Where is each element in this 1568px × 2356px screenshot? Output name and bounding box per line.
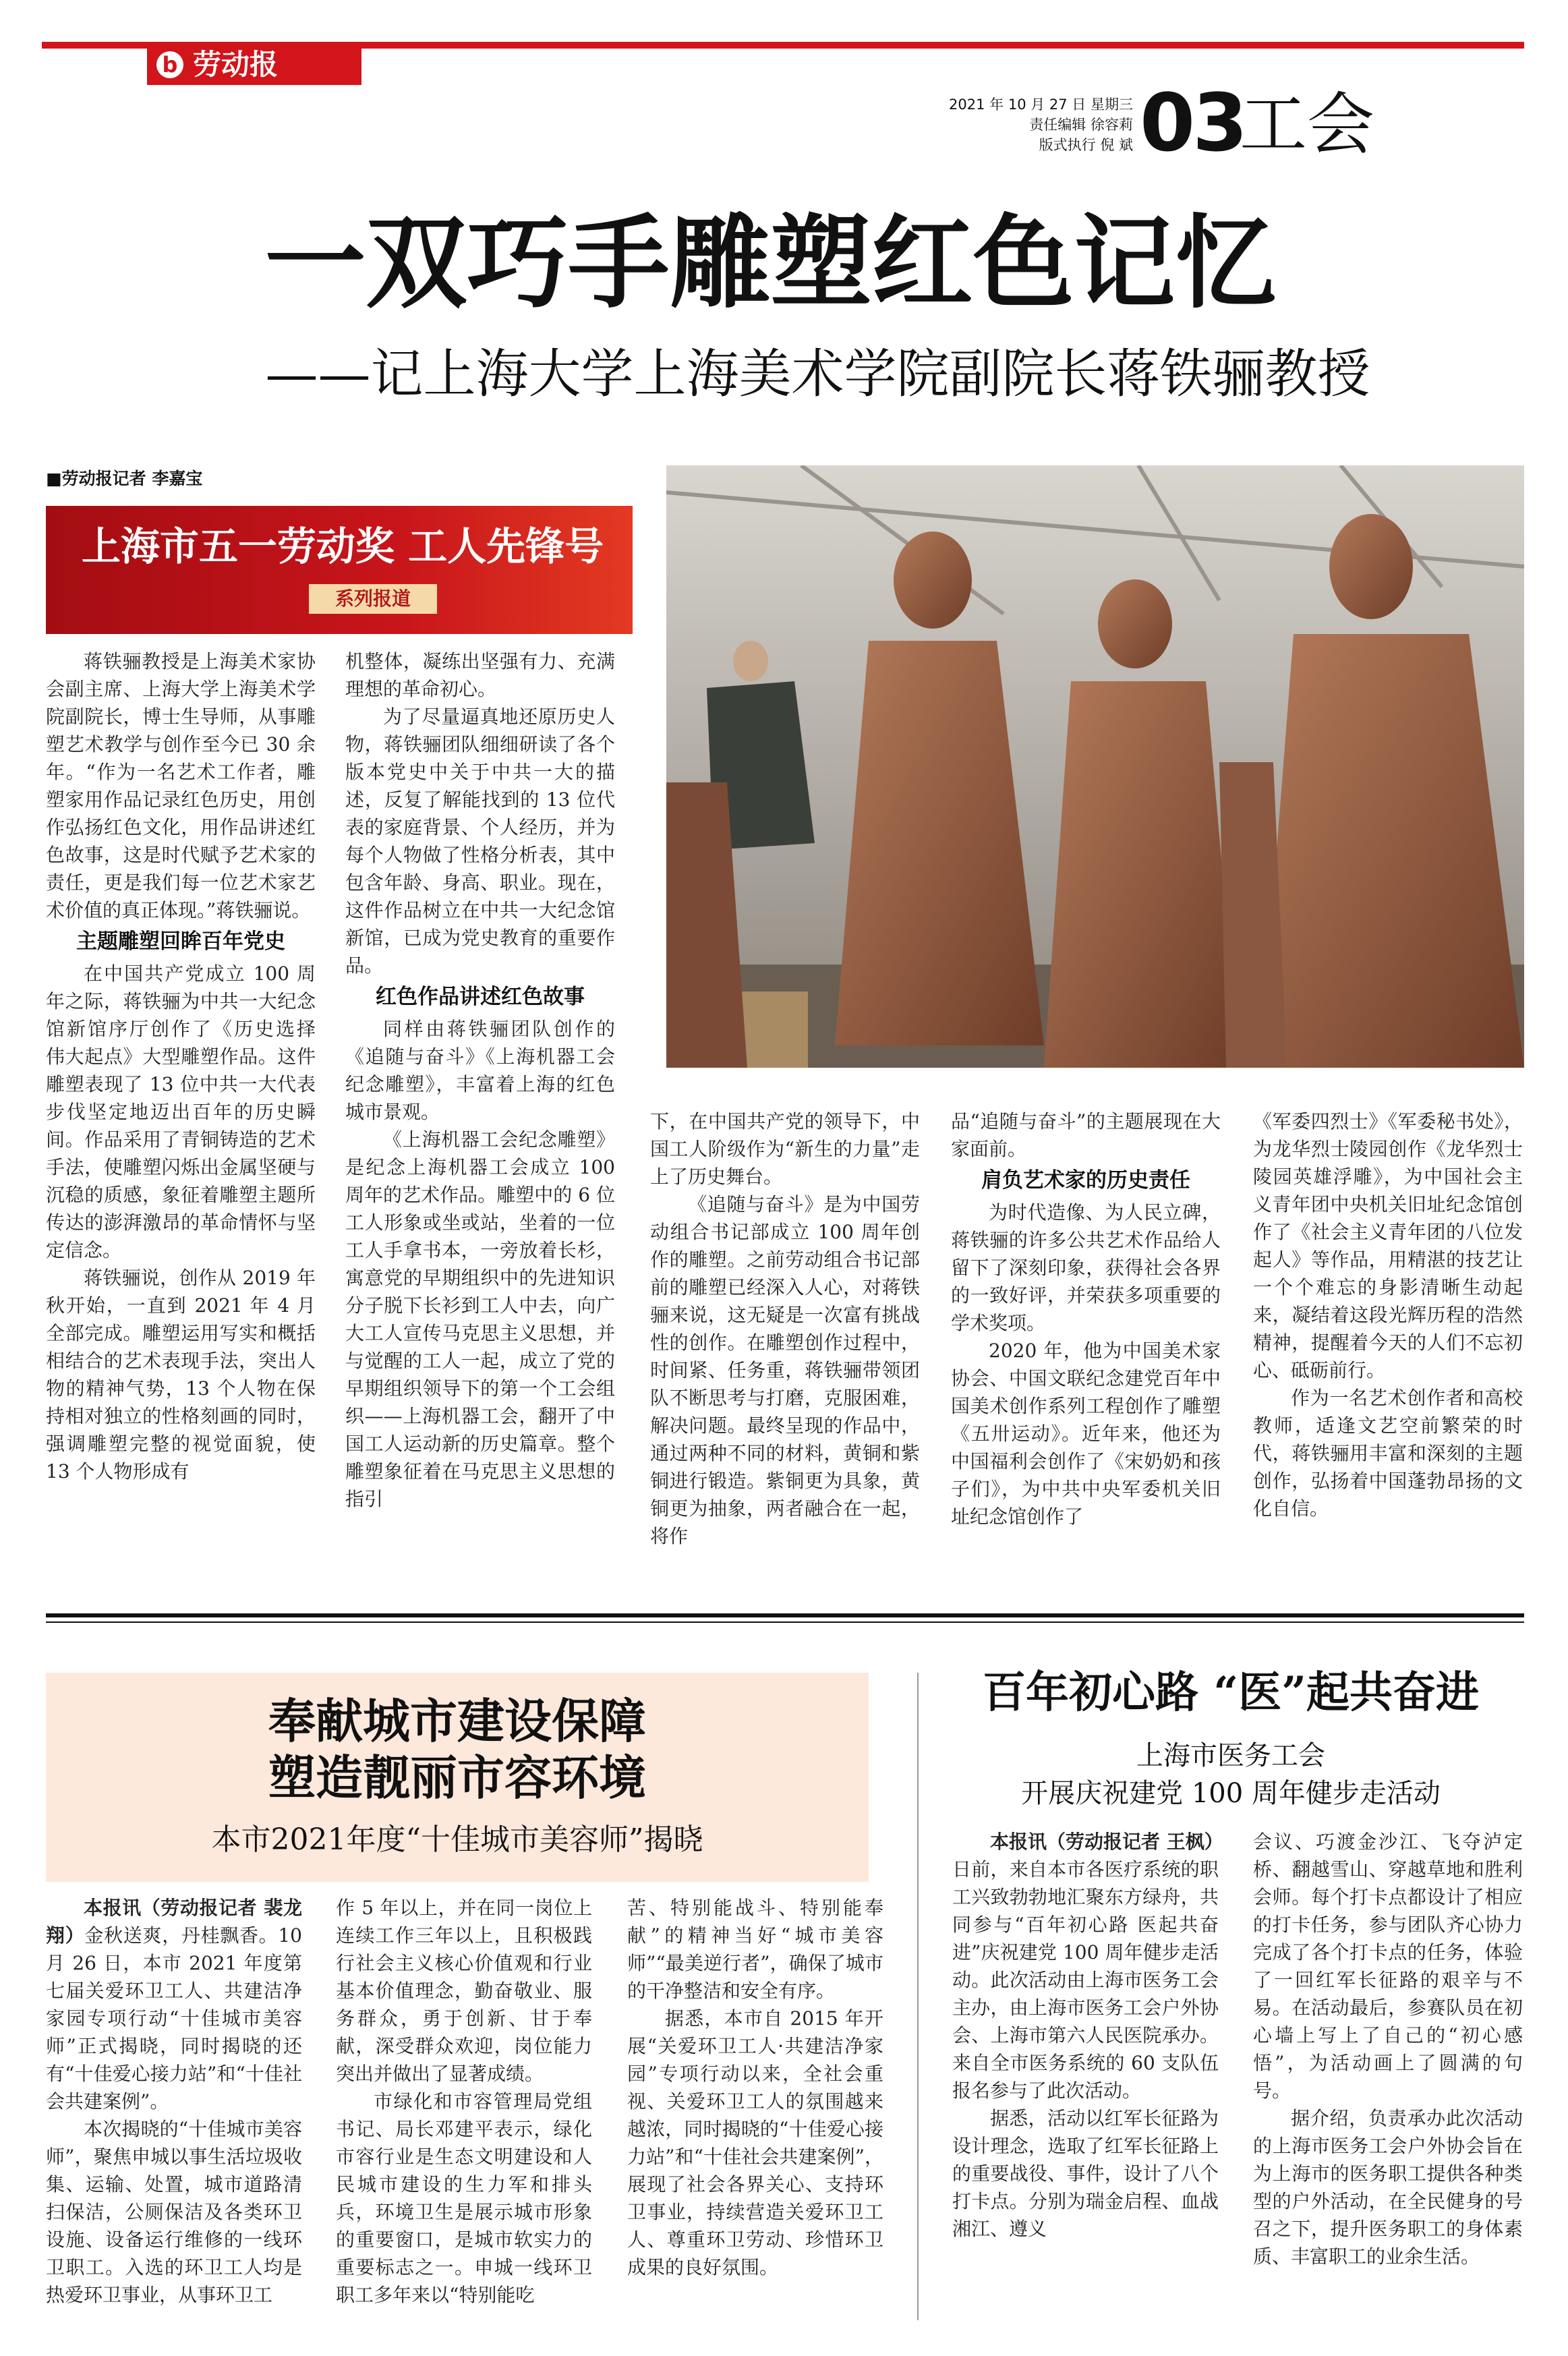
title-line: 奉献城市建设保障 bbox=[268, 1693, 646, 1749]
article1-column-1 bbox=[46, 648, 316, 1485]
paragraph: 《追随与奋斗》是为中国劳动组合书记部成立 100 周年创作的雕塑。之前劳动组合书记部前的雕塑已经深入人心，对蒋铁骊来说，这无疑是一次富有挑战性的创作。在雕塑创作过程中，时间紧、任务重，蒋铁骊带领团队不断思考与打磨，克服困难，解决问题。最终呈现的作品中，通过两种不同的材料，黄铜和紫铜进行锻造。紫铜更为具象，黄铜更为抽象，两者融合在一起，将作 bbox=[650, 1193, 920, 1547]
section-name: 工会 bbox=[1240, 85, 1374, 164]
article1-byline: ■劳动报记者 李嘉宝 bbox=[46, 469, 203, 488]
paragraph: 苦、特别能战斗、特别能奉献”的精神当好“城市美容师”“最美逆行者”，确保了城市的干净整洁和安全有序。 bbox=[627, 1897, 883, 2002]
article2-subtitle: 本市2021年度“十佳城市美容师”揭晓 bbox=[211, 1822, 703, 1857]
article1-column-5 bbox=[1253, 1108, 1523, 1522]
banner-title: 上海市五一劳动奖 工人先锋号 bbox=[81, 523, 604, 569]
article1-column-3 bbox=[650, 1108, 920, 1550]
paragraph: 同样由蒋铁骊团队创作的《追随与奋斗》《上海机器工会纪念雕塑》，丰富着上海的红色城市景观。 bbox=[345, 1018, 615, 1123]
issue-date: 2021 年 10 月 27 日 星期三 bbox=[949, 96, 1133, 113]
article1-column-2 bbox=[345, 648, 615, 1513]
article3-title: 百年初心路 “医”起共奋进 bbox=[983, 1667, 1479, 1718]
article1-column-4 bbox=[951, 1108, 1221, 1530]
article2-title bbox=[46, 1693, 869, 1806]
paragraph: 2020 年，他为中国美术家协会、中国文联纪念建党百年中国美术创作系列工程创作了雕塑《五卅运动》。近年来，他还为中国福利会创作了《宋奶奶和孩子们》，为中共中央军委机关旧址纪念馆创作了 bbox=[951, 1340, 1221, 1528]
subhead: 肩负艺术家的历史责任 bbox=[981, 1168, 1190, 1193]
paragraph: 《军委四烈士》《军委秘书处》，为龙华烈士陵园创作《龙华烈士陵园英雄浮雕》，为中国社会主义青年团中央机关旧址纪念馆创作了《社会主义青年团的八位发起人》等作品，用精湛的技艺让一个个难忘的身影清晰生动起来，凝结着这段光辉历程的浩然精神，提醒着今天的人们不忘初心、砥砺前行。 bbox=[1253, 1110, 1523, 1381]
newspaper-logo bbox=[147, 45, 361, 85]
logo-icon: b bbox=[156, 51, 183, 78]
section-divider bbox=[46, 1613, 1524, 1617]
paragraph bbox=[952, 1828, 1223, 2104]
paragraph: 作 5 年以上，并在同一岗位上连续工作三年以上，且积极践行社会主义核心价值观和行业基本价值理念，勤奋敬业、服务群众，勇于创新、甘于奉献，深受群众欢迎，岗位能力突出并做出了显著成绩。 bbox=[336, 1897, 592, 2085]
layout-credit: 版式执行 倪 斌 bbox=[1039, 137, 1133, 153]
subhead: 主题雕塑回眸百年党史 bbox=[76, 929, 285, 954]
lead-text: 日前，来自本市各医疗系统的职工兴致勃勃地汇聚东方绿舟，共同参与“百年初心路 医起共奋进”庆祝建党 100 周年健步走活动。此次活动由上海市医务工会主办，由上海市医务工会户外协会、上海市第六人民医院承办。来自全市医务系统的 60 支队伍报名参与了此次活动。 bbox=[952, 1858, 1219, 2102]
byline: 本报讯（劳动报记者 王枫） bbox=[990, 1831, 1223, 1853]
paragraph: 本次揭晓的“十佳城市美容师”，聚焦申城以事生活垃圾收集、运输、处置，城市道路清扫保洁，公厕保洁及各类环卫设施、设备运行维修的一线环卫职工。入选的环卫工人均是热爱环卫事业，从事环卫工 bbox=[46, 2118, 302, 2306]
series-banner bbox=[46, 506, 633, 634]
paragraph: 会议、巧渡金沙江、飞夺泸定桥、翻越雪山、穿越草地和胜利会师。每个打卡点都设计了相应的打卡任务，参与团队齐心协力完成了各个打卡点的任务，体验了一回红军长征路的艰辛与不易。在活动最后，参赛队员在初心墙上写上了自己的“初心感悟”，为活动画上了圆满的句号。 bbox=[1253, 1831, 1523, 2102]
article3-subtitle bbox=[937, 1737, 1524, 1812]
article3-column-1 bbox=[952, 1828, 1223, 2243]
subtitle-line: 开展庆祝建党 100 周年健步走活动 bbox=[1021, 1778, 1441, 1809]
paragraph: 《上海机器工会纪念雕塑》是纪念上海机器工会成立 100 周年的艺术作品。雕塑中的 6 位工人形象或坐或站，坐着的一位工人手拿书本，一旁放着长杉，寓意党的早期组织中的先进知识分子脱下长衫到工人中去，向广大工人宣传马克思主义思想，并与觉醒的工人一起，成立了党的早期组织领导下的第一个工会组织——上海机器工会，翻开了中国工人运动新的历史篇章。整个雕塑象征着在马克思主义思想的指引 bbox=[345, 1128, 615, 1510]
article1-subtitle: ——记上海大学上海美术学院副院长蒋铁骊教授 bbox=[265, 344, 1370, 405]
logo-text: 劳动报 bbox=[193, 48, 279, 81]
lead-text: 金秋送爽，丹桂飘香。10 月 26 日，本市 2021 年度第七届关爱环卫工人、共建洁净家园专项行动“十佳城市美容师”正式揭晓，同时揭晓的还有“十佳爱心接力站”和“十佳社会共建案例”。 bbox=[46, 1924, 302, 2113]
article3-column-2 bbox=[1253, 1828, 1523, 2270]
title-line: 塑造靓丽市容环境 bbox=[268, 1750, 646, 1806]
paragraph: 蒋铁骊教授是上海美术家协会副主席、上海大学上海美术学院副院长，博士生导师，从事雕塑艺术教学与创作至今已 30 余年。“作为一名艺术工作者，雕塑家用作品记录红色历史，用创作弘扬红色文化，用作品讲述红色故事，这是时代赋予艺术家的责任，更是我们每一位艺术家艺术价值的真正体现。”蒋铁骊说。 bbox=[46, 650, 316, 921]
article2-column-3 bbox=[627, 1894, 883, 2281]
editor-credit: 责任编辑 徐容莉 bbox=[1029, 117, 1133, 133]
section-divider-thin bbox=[46, 1621, 1524, 1623]
paragraph: 据悉，活动以红军长征路为设计理念，选取了红军长征路上的重要战役、事件，设计了八个打卡点。分别为瑞金启程、血战湘江、遵义 bbox=[952, 2107, 1219, 2240]
article2-column-1 bbox=[46, 1894, 302, 2309]
paragraph: 市绿化和市容管理局党组书记、局长邓建平表示，绿化市容行业是生态文明建设和人民城市建设的生力军和排头兵，环境卫生是展示城市形象的重要窗口，是城市软实力的重要标志之一。申城一线环卫职工多年来以“特别能吃 bbox=[336, 2090, 592, 2306]
paragraph: 品“追随与奋斗”的主题展现在大家面前。 bbox=[951, 1110, 1221, 1160]
paragraph: 据介绍，负责承办此次活动的上海市医务工会户外协会旨在为上海市的医务职工提供各种类型的户外活动，在全民健身的号召之下，提升医务职工的身体素质、丰富职工的业余生活。 bbox=[1253, 2107, 1523, 2268]
paragraph: 为时代造像、为人民立碑，蒋铁骊的许多公共艺术作品给人留下了深刻印象，获得社会各界的一致好评，并荣获多项重要的学术奖项。 bbox=[951, 1201, 1221, 1334]
paragraph bbox=[46, 1894, 302, 2115]
page-number: 03 bbox=[1140, 76, 1246, 169]
article1-title: 一双巧手雕塑红色记忆 bbox=[264, 204, 1277, 322]
article2-column-2 bbox=[336, 1894, 592, 2309]
subhead: 红色作品讲述红色故事 bbox=[376, 985, 585, 1009]
paragraph: 机整体，凝练出坚强有力、充满理想的革命初心。 bbox=[345, 650, 615, 700]
banner-tag: 系列报道 bbox=[309, 584, 437, 614]
paragraph: 为了尽量逼真地还原历史人物，蒋铁骊团队细细研读了各个版本党史中关于中共一大的描述，反复了解能找到的 13 位代表的家庭背景、个人经历，并为每个人物做了性格分析表，其中包含年龄、身高、职业。现在，这件作品树立在中共一大纪念馆新馆，已成为党史教育的重要作品。 bbox=[345, 706, 615, 977]
byline: 本报讯（劳动报记者 裴龙翔） bbox=[46, 1897, 302, 1947]
masthead-meta bbox=[877, 94, 1133, 155]
paragraph: 作为一名艺术创作者和高校教师，适逢文艺空前繁荣的时代，蒋铁骊用丰富和深刻的主题创作，弘扬着中国蓬勃昂扬的文化自信。 bbox=[1253, 1387, 1523, 1520]
subtitle-line: 上海市医务工会 bbox=[1136, 1740, 1325, 1771]
paragraph: 下，在中国共产党的领导下，中国工人阶级作为“新生的力量”走上了历史舞台。 bbox=[650, 1110, 920, 1188]
paragraph: 在中国共产党成立 100 周年之际，蒋铁骊为中共一大纪念馆新馆序厅创作了《历史选择 伟大起点》大型雕塑作品。这件雕塑表现了 13 位中共一大代表步伐坚定地迈出百年的历史瞬间。作品采用了青铜铸造的艺术手法，使雕塑闪烁出金属坚硬与沉稳的质感，象征着雕塑主题所传达的澎湃激昂的革命情怀与坚定信念。 bbox=[46, 962, 316, 1261]
paragraph: 据悉，本市自 2015 年开展“关爱环卫工人·共建洁净家园”专项行动以来，全社会重视、关爱环卫工人的氛围越来越浓，同时揭晓的“十佳爱心接力站”和“十佳社会共建案例”，展现了社会各界关心、支持环卫事业，持续营造关爱环卫工人、尊重环卫劳动、珍惜环卫成果的良好氛围。 bbox=[627, 2007, 883, 2278]
sculpture-photo bbox=[666, 465, 1524, 1068]
column-divider bbox=[917, 1673, 919, 2320]
paragraph: 蒋铁骊说，创作从 2019 年秋开始，一直到 2021 年 4 月全部完成。雕塑运用写实和概括相结合的艺术表现手法，突出人物的精神气势，13 个人物在保持相对独立的性格刻画的同时，强调雕塑完整的视觉面貌，使 13 个人物形成有 bbox=[46, 1267, 316, 1483]
